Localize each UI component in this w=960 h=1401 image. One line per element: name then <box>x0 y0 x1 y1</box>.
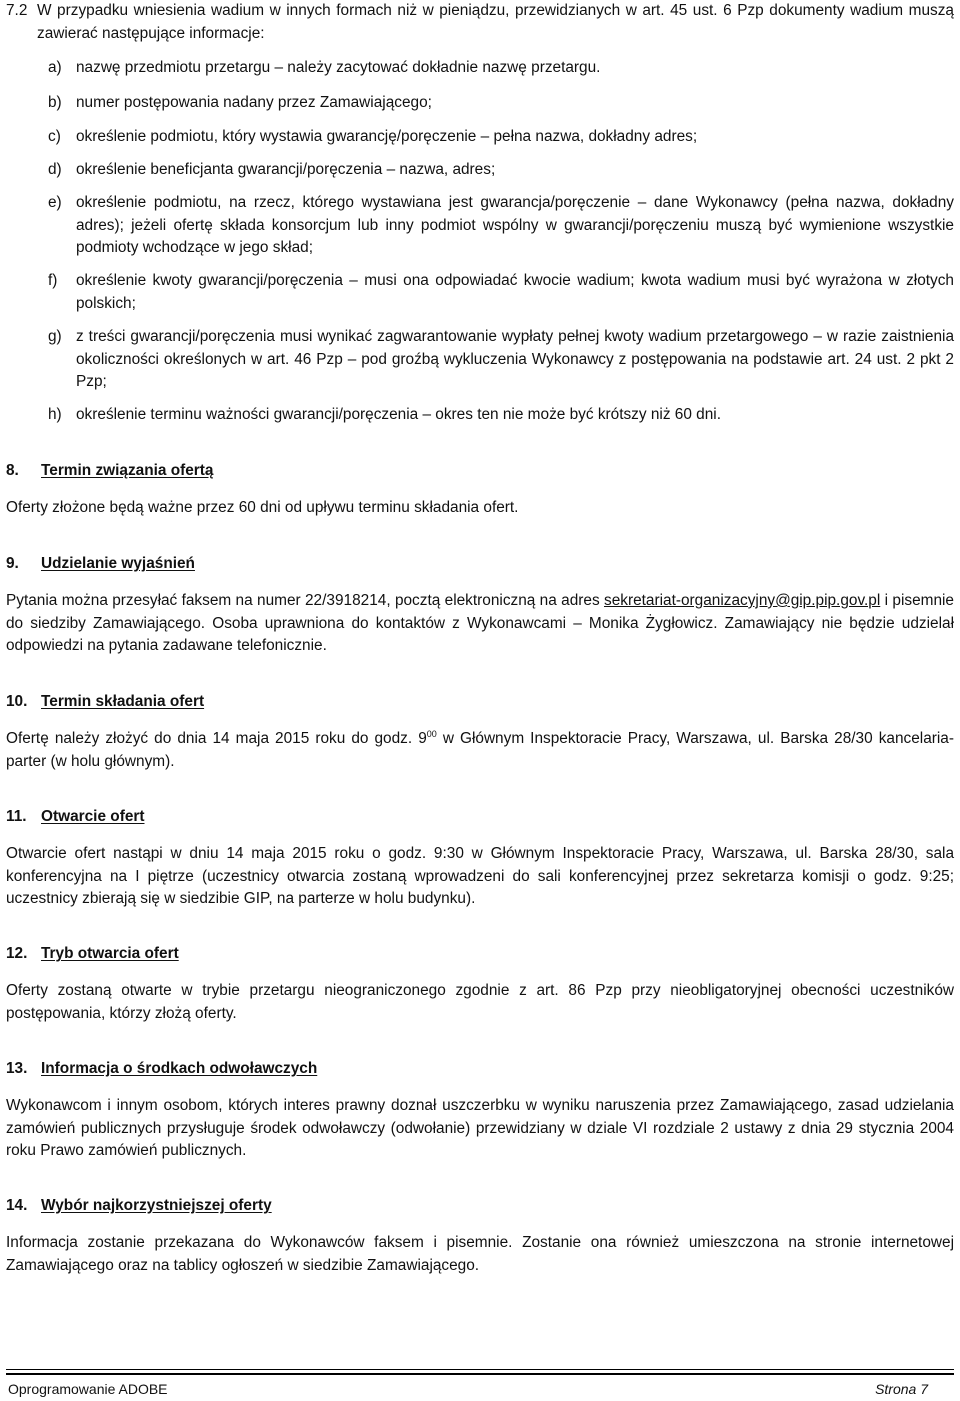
text-after-email: i pisemnie do siedziby Zamawiającego. Osoba uprawniona do kontaktów z Wykonawcami – Monika Żygłowicz. Zamawiający nie będzie udzielał odpowiedzi na pytania zadawane telefonicznie. <box>6 592 954 654</box>
section-number: 14. <box>6 1197 28 1214</box>
list-item-label: e) <box>48 194 62 211</box>
list-item-label: d) <box>48 161 62 178</box>
section-8-text: Oferty złożone będą ważne przez 60 dni od upływu terminu składania ofert. <box>6 499 519 516</box>
time-superscript: 00 <box>426 729 437 739</box>
list-item-text: określenie kwoty gwarancji/poręczenia – musi ona odpowiadać kwocie wadium; kwota wadium musi być wyrażona w złotych polskich; <box>76 272 954 312</box>
list-item-text: określenie terminu ważności gwarancji/poręczenia – okres ten nie może być krótszy niż 60 dni. <box>76 406 722 423</box>
section-title: Wybór najkorzystniejszej oferty <box>41 1197 272 1214</box>
section-9-text <box>6 590 954 658</box>
section-title: Udzielanie wyjaśnień <box>41 555 195 572</box>
email-link[interactable]: sekretariat-organizacyjny@gip.pip.gov.pl <box>604 592 881 609</box>
list-item-label: c) <box>48 128 61 145</box>
section-title: Termin związania ofertą <box>41 462 214 479</box>
section-13-text: Wykonawcom i innym osobom, których interes prawny doznał uszczerbku w wyniku naruszenia przez Zamawiającego, zasad udzielania zamówień publicznych przysługuje środek odwoławczy (odwołanie) przewidziany w dziale VI rozdziale 2 ustawy z dnia 29 stycznia 2004 roku Prawo zamówień publicznych. <box>6 1097 954 1159</box>
list-item-text: określenie beneficjanta gwarancji/poręczenia – nazwa, adres; <box>76 161 496 178</box>
list-item-text: nazwę przedmiotu przetargu – należy zacytować dokładnie nazwę przetargu. <box>76 59 601 76</box>
section-number: 7.2 <box>6 2 28 19</box>
list-item-label: b) <box>48 94 62 111</box>
section-number: 10. <box>6 693 28 710</box>
footer-software-label: Oprogramowanie ADOBE <box>8 1381 168 1397</box>
section-number: 8. <box>6 462 19 479</box>
list-item-label: f) <box>48 272 58 289</box>
section-number: 12. <box>6 945 28 962</box>
footer-page-number: Strona 7 <box>875 1381 928 1397</box>
list-item-label: g) <box>48 328 62 345</box>
deadline-text: Ofertę należy złożyć do dnia 14 maja 2015 roku do godz. 9 <box>6 730 427 747</box>
section-title: Tryb otwarcia ofert <box>41 945 179 962</box>
deadline-place-text: w Głównym Inspektoracie Pracy, Warszawa, ul. Barska 28/30 kancelaria-parter (w holu głównym). <box>6 730 954 770</box>
section-12-text: Oferty zostaną otwarte w trybie przetargu nieograniczonego zgodnie z art. 86 Pzp przy nieobligatoryjnej obecności uczestników postępowania, którzy złożą oferty. <box>6 982 954 1022</box>
section-text: W przypadku wniesienia wadium w innych formach niż w pieniądzu, przewidzianych w art. 45 ust. 6 Pzp dokumenty wadium muszą zawierać następujące informacje: <box>37 2 954 42</box>
footer-divider-thick <box>6 1373 954 1375</box>
section-11-text: Otwarcie ofert nastąpi w dniu 14 maja 2015 roku o godz. 9:30 w Głównym Inspektoracie Pracy, Warszawa, ul. Barska 28/30, sala konferencyjna na I piętrze (uczestnicy otwarcia zostaną wprowadzeni do sali konferencyjnej przez sekretarza komisji o godz. 9:25; uczestnicy zbierają się w siedzibie GIP, na parterze w holu budynku). <box>6 845 954 907</box>
section-10-text <box>6 728 954 773</box>
list-item-label: h) <box>48 406 62 423</box>
section-title: Termin składania ofert <box>41 693 205 710</box>
section-title: Informacja o środkach odwoławczych <box>41 1060 318 1077</box>
section-14-text: Informacja zostanie przekazana do Wykonawców faksem i pisemnie. Zostanie ona również umieszczona na stronie internetowej Zamawiającego oraz na tablicy ogłoszeń w siedzibie Zamawiającego. <box>6 1234 954 1274</box>
list-item-text: z treści gwarancji/poręczenia musi wynikać zagwarantowanie wypłaty pełnej kwoty wadium przetargowego – w razie zaistnienia okoliczności określonych w art. 46 Pzp – pod groźbą wykluczenia Wykonawcy z postępowania na podstawie art. 24 ust. 2 pkt 2 Pzp; <box>76 328 954 390</box>
footer-divider <box>6 1369 954 1370</box>
list-item-label: a) <box>48 59 62 76</box>
list-item-text: określenie podmiotu, na rzecz, którego wystawiana jest gwarancja/poręczenie – dane Wykonawcy (pełna nazwa, dokładny adres); jeżeli ofertę składa konsorcjum lub inny podmiot wspólny w gwarancji/poręczeniu muszą być wymienione wszystkie podmioty wchodzące w jego skład; <box>76 194 954 256</box>
section-number: 9. <box>6 555 19 572</box>
section-title: Otwarcie ofert <box>41 808 145 825</box>
section-number: 13. <box>6 1060 28 1077</box>
text-before-email: Pytania można przesyłać faksem na numer 22/3918214, pocztą elektroniczną na adres <box>6 592 604 609</box>
list-item-text: określenie podmiotu, który wystawia gwarancję/poręczenie – pełna nazwa, dokładny adres; <box>76 128 698 145</box>
list-item-text: numer postępowania nadany przez Zamawiającego; <box>76 94 432 111</box>
section-number: 11. <box>6 808 27 825</box>
